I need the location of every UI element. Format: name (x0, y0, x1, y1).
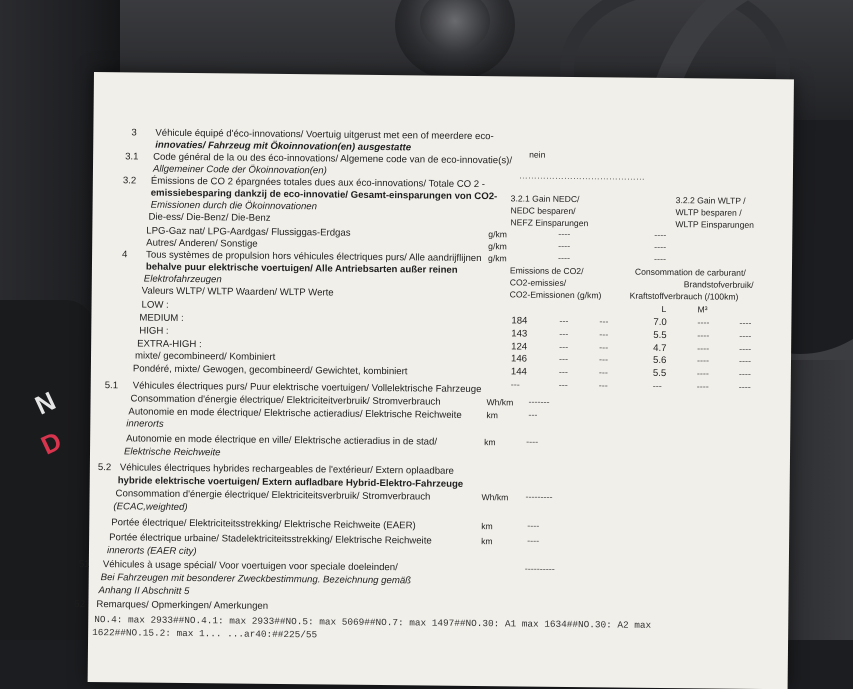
text-line: emissiebesparing dankzij de eco-innovatie/ Gesamt-einsparungen von CO2- (150, 187, 498, 203)
blank-value: ---- (558, 252, 571, 263)
blank-value: ---------- (524, 563, 555, 574)
text-line: behalve puur elektrische voertuigen/ Alle Antriebsarten außer reinen (145, 261, 458, 276)
blank-value: ------- (528, 396, 550, 407)
wltp-header: WLTP Einsparungen (675, 219, 755, 230)
unit-label: g/km (488, 229, 508, 240)
text-line: Véhicules à usage spécial/ Voor voertuigen voor speciale doeleinden/ (102, 559, 398, 574)
co2-value-high: 124 (511, 341, 528, 353)
text-line: Elektrofahrzeugen (143, 273, 222, 286)
text-line: Remarques/ Opmerkingen/ Amerkungen (96, 599, 269, 612)
blank-value: --- (598, 380, 608, 391)
section-number: 3.2 (122, 175, 137, 187)
blank-value: ---- (526, 436, 539, 447)
text-line: mixte/ gecombineerd/ Kombiniert (134, 350, 276, 363)
text-line: EXTRA-HIGH : (137, 338, 202, 351)
text-line: Allgemeiner Code der Ökoinnovation(en) (152, 163, 327, 177)
blank-value: ---- (696, 381, 709, 392)
co2-value-weighted: --- (510, 379, 520, 390)
blank-value: ---- (697, 317, 710, 328)
fuel-header: Consommation de carburant/ (634, 266, 746, 278)
blank-value: ---- (654, 229, 667, 241)
section-number: 5.2 (97, 462, 112, 474)
text-line: LPG-Gaz nat/ LPG-Aardgas/ Flussiggas-Erdgas (146, 225, 351, 239)
fuel-value-medium: 5.5 (653, 329, 667, 342)
fuel-value-high: 4.7 (653, 342, 667, 355)
text-line: innerorts (EAER city) (106, 545, 197, 558)
text-line: Anhang II Abschnitt 5 (98, 585, 190, 598)
blank-value: --- (558, 366, 568, 377)
blank-value: ---- (738, 355, 752, 366)
remarks-code-line: NO.4: max 2933##NO.4.1: max 2933##NO.5: max 5069##NO.7: max 1497##NO.30: A1 max 1634##NO.30: A2 max (94, 614, 652, 631)
unit-label: g/km (488, 253, 507, 264)
section-number: 52 (74, 598, 86, 610)
blank-value: ---- (654, 241, 667, 253)
text-line: MEDIUM : (139, 312, 184, 324)
text-line: hybride elektrische voertuigen/ Extern aufladbare Hybrid-Elektro-Fahrzeuge (117, 475, 464, 490)
text-line: Consommation d'énergie électrique/ Elektriciteitverbruik/ Stromverbrauch (130, 393, 441, 408)
unit-label: km (481, 536, 493, 547)
co2-value-extra-high: 146 (510, 353, 528, 365)
section-number: 51 (78, 558, 90, 570)
text-line: innovaties/ Fahrzeug mit Ökoinnovation(en) ausgestatte (155, 139, 412, 154)
unit-liter: L (661, 303, 667, 315)
text-line: Portée électrique/ Elektriciteitsstrekking/ Elektrische Reichweite (EAER) (111, 517, 416, 532)
gear-n-label: N (30, 385, 61, 421)
text-line: Portée électrique urbaine/ Stadelektriciteitsstrekking/ Elektrische Reichweite (109, 532, 432, 547)
unit-label: km (486, 410, 498, 421)
blank-value: --- (599, 342, 609, 353)
text-line: Code général de la ou des éco-innovations/ Algemene code van de eco-innovatie(s)/ (153, 151, 513, 167)
text-line: innerorts (126, 418, 164, 430)
fuel-header: Brandstofverbruik/ (683, 279, 754, 290)
unit-label: Wh/km (481, 492, 509, 503)
blank-value: --- (598, 354, 609, 365)
blank-value: ---- (697, 343, 710, 354)
text-line: Die-ess/ Die-Benz/ Die-Benz (148, 211, 271, 224)
unit-m3: M³ (697, 304, 708, 315)
text-line: Bei Fahrzeugen mit besonderer Zweckbestimmung. Bezeichnung gemäß (100, 572, 412, 587)
blank-value: --------- (525, 491, 553, 502)
text-line: Elektrische Reichweite (123, 446, 221, 459)
co2-value-combined: 144 (510, 366, 527, 378)
blank-value: ---- (739, 330, 752, 341)
unit-label: km (481, 521, 493, 532)
co2-header: CO2-emissies/ (509, 277, 567, 288)
blank-value: --- (599, 316, 609, 327)
blank-value: --- (559, 315, 569, 326)
blank-value: ---- (697, 330, 710, 341)
blank-value: ---- (739, 343, 752, 354)
blank-value: --- (598, 367, 608, 378)
blank-value: ---- (696, 355, 710, 366)
blank-value: --- (559, 341, 569, 352)
co2-header: Emissions de CO2/ (509, 265, 584, 277)
text-line: Autres/ Anderen/ Sonstige (146, 237, 258, 250)
blank-value: ---- (527, 520, 540, 531)
blank-value: --- (558, 353, 569, 364)
text-line: Autonomie en mode électrique en ville/ Elektrische actieradius in de stad/ (126, 433, 438, 448)
dotted-blank: …………………………………… (518, 170, 645, 182)
text-line: Emissionen durch die Ökoinnovationen (150, 199, 318, 213)
blank-value: ---- (738, 381, 751, 392)
unit-label: Wh/km (486, 397, 514, 408)
co2-value-medium: 143 (511, 328, 528, 340)
blank-value: --- (559, 328, 569, 339)
blank-value: --- (528, 409, 538, 420)
remarks-code-line: 1622##NO.15.2: max 1... ...ar40:##225/55 (92, 627, 318, 641)
blank-value: ---- (654, 253, 667, 265)
fuel-value-low: 7.0 (653, 316, 667, 329)
text-line: Consommation d'énergie électrique/ Elektriciteitsverbruik/ Stromverbrauch (115, 488, 431, 503)
document-sheet (74, 72, 794, 689)
text-line: (ECAC,weighted) (113, 501, 188, 514)
text-line: Véhicules électriques hybrides rechargeables de l'extérieur/ Extern oplaadbare (119, 462, 454, 477)
eco-innovation-value: nein (529, 149, 546, 160)
blank-value: --- (558, 379, 568, 390)
text-line: Véhicules électriques purs/ Puur elektrische voertuigen/ Vollelektrische Fahrzeuge (132, 380, 482, 396)
blank-value: ---- (558, 228, 571, 239)
blank-value: --- (599, 329, 609, 340)
fuel-value-combined: 5.5 (652, 367, 667, 380)
blank-value: ---- (696, 368, 709, 379)
wltp-header: WLTP besparen / (675, 207, 742, 218)
gear-selector (0, 300, 95, 640)
fuel-value-extra-high: 5.6 (652, 354, 667, 367)
unit-label: g/km (488, 241, 507, 252)
text-line: Émissions de CO 2 épargnées totales dues aux éco-innovations/ Totale CO 2 - (150, 175, 486, 191)
text-line: Pondéré, mixte/ Gewogen, gecombineerd/ Gewichtet, kombiniert (132, 363, 408, 378)
blank-value: ---- (558, 240, 571, 251)
fuel-header: Kraftstoffverbrauch (/100km) (629, 290, 739, 302)
unit-label: km (484, 437, 496, 448)
section-number: 3 (131, 127, 137, 139)
text-line: Tous systèmes de propulsion hors véhicules électriques purs/ Alle aandrijflijnen (146, 249, 482, 265)
blank-value: ---- (527, 535, 540, 546)
text-line: LOW : (141, 299, 169, 311)
text-line: Véhicule équipé d'éco-innovations/ Voertuig uitgerust met een of meerdere eco- (155, 127, 494, 143)
nedc-header: NEFZ Einsparungen (510, 217, 589, 229)
nedc-header: NEDC besparen/ (510, 205, 576, 217)
nedc-header: 3.2.1 Gain NEDC/ (510, 193, 580, 205)
blank-value: ---- (738, 368, 751, 379)
section-number: 3.1 (125, 151, 139, 163)
fuel-value-weighted: --- (652, 380, 662, 391)
text-line: Valeurs WLTP/ WLTP Waarden/ WLTP Werte (141, 285, 334, 299)
gear-d-label: D (36, 425, 67, 461)
section-number: 5.1 (104, 380, 119, 392)
co2-value-low: 184 (511, 315, 528, 327)
section-number: 4 (122, 249, 128, 261)
blank-value: ---- (739, 317, 752, 328)
wltp-header: 3.2.2 Gain WLTP / (675, 195, 746, 206)
co2-header: CO2-Emissionen (g/km) (509, 289, 602, 301)
text-line: Autonomie en mode électrique/ Elektrische actieradius/ Elektrische Reichweite (128, 406, 462, 421)
text-line: HIGH : (139, 325, 169, 337)
